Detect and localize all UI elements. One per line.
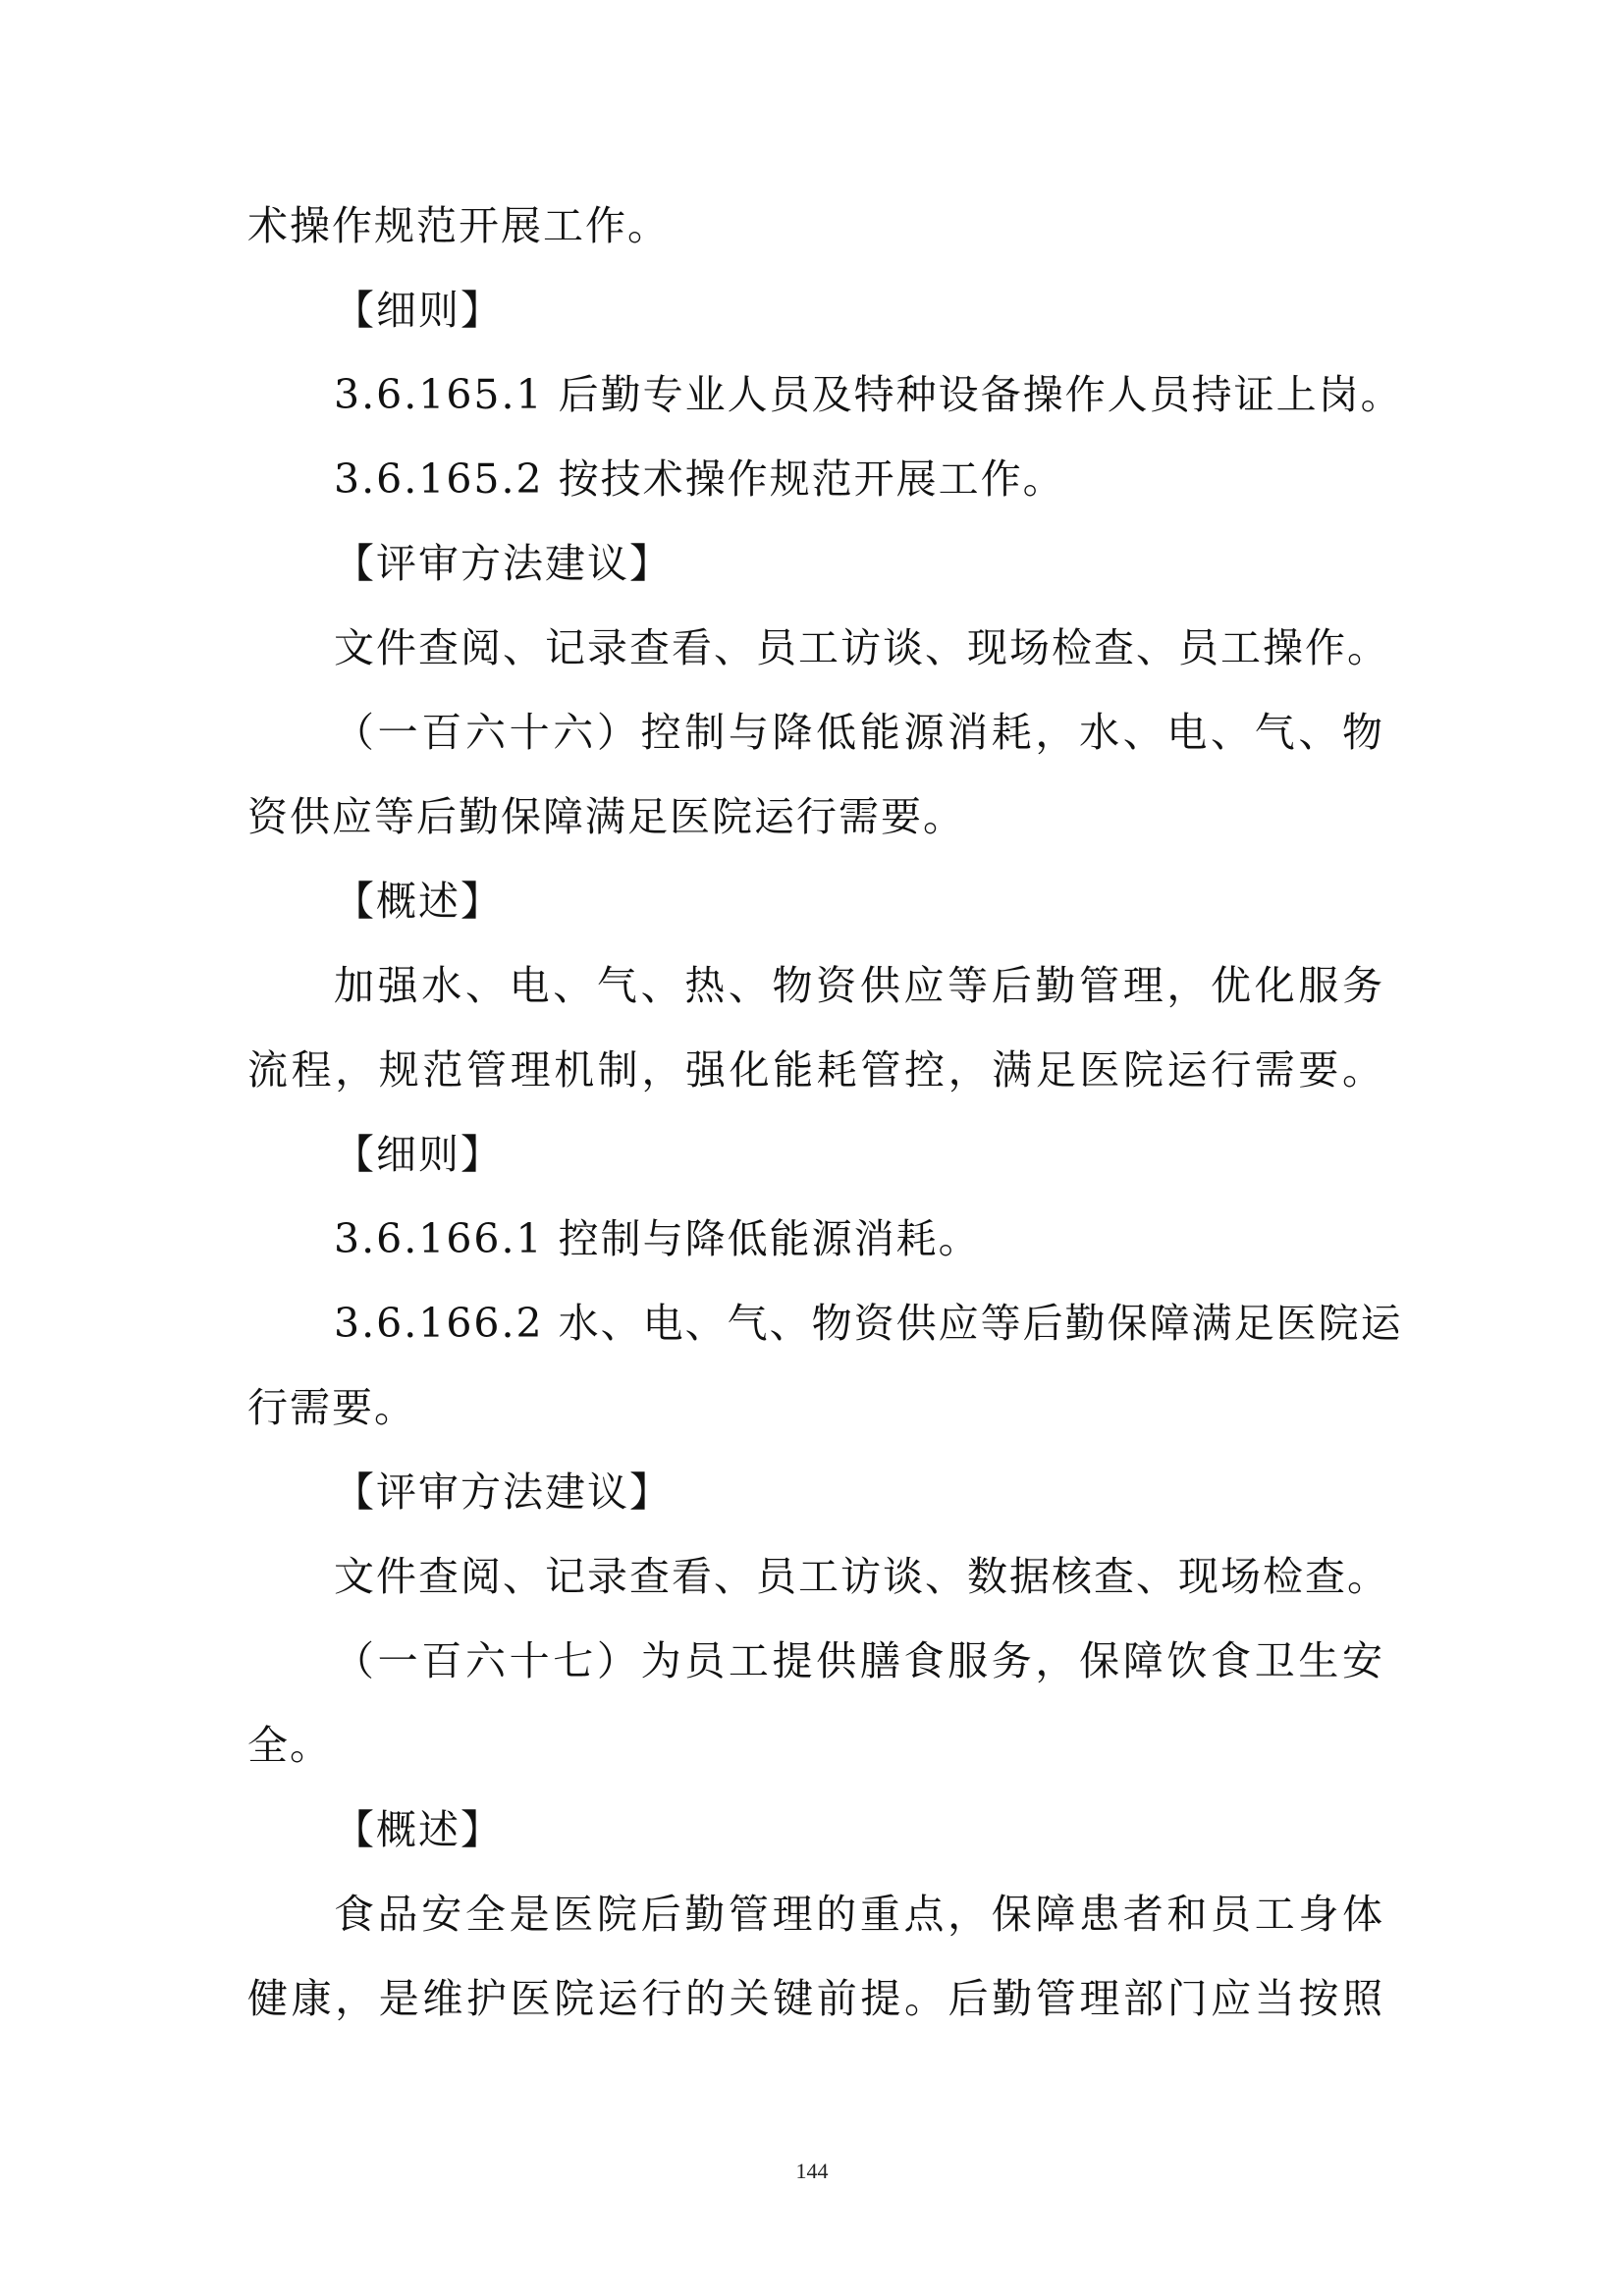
clause-166-title-line-2: 资供应等后勤保障满足医院运行需要。 — [247, 793, 965, 840]
section-heading-rules: 【细则】 — [334, 287, 503, 334]
rule-item-3-6-165-2: 3.6.165.2 按技术操作规范开展工作。 — [334, 455, 1065, 503]
paragraph-line-1: 术操作规范开展工作。 — [247, 202, 670, 249]
rule-item-3-6-166-1: 3.6.166.1 控制与降低能源消耗。 — [334, 1215, 981, 1262]
review-method-text: 文件查阅、记录查看、员工访谈、数据核查、现场检查。 — [334, 1553, 1389, 1600]
rule-item-3-6-166-2-line-1: 3.6.166.2 水、电、气、物资供应等后勤保障满足医院运 — [334, 1300, 1403, 1347]
section-heading-overview: 【概述】 — [334, 1806, 503, 1853]
section-heading-review-method: 【评审方法建议】 — [334, 1468, 672, 1516]
overview-text-line-2: 流程，规范管理机制，强化能耗管控，满足医院运行需要。 — [247, 1046, 1384, 1094]
section-heading-review-method: 【评审方法建议】 — [334, 540, 672, 587]
overview-text-line-2: 健康，是维护医院运行的关键前提。后勤管理部门应当按照 — [247, 1975, 1384, 2022]
overview-text-line-1: 加强水、电、气、热、物资供应等后勤管理，优化服务 — [334, 962, 1384, 1009]
section-heading-overview: 【概述】 — [334, 878, 503, 925]
page-number: 144 — [795, 2159, 829, 2183]
clause-166-title-line-1: （一百六十六）控制与降低能源消耗，水、电、气、物 — [334, 709, 1384, 756]
rule-item-3-6-165-1: 3.6.165.1 后勤专业人员及特种设备操作人员持证上岗。 — [334, 371, 1403, 418]
section-heading-rules: 【细则】 — [334, 1131, 503, 1178]
review-method-text: 文件查阅、记录查看、员工访谈、现场检查、员工操作。 — [334, 624, 1389, 671]
rule-item-3-6-166-2-line-2: 行需要。 — [247, 1384, 416, 1431]
clause-167-title-line-1: （一百六十七）为员工提供膳食服务，保障饮食卫生安 — [334, 1637, 1384, 1684]
clause-167-title-line-2: 全。 — [247, 1722, 332, 1769]
overview-text-line-1: 食品安全是医院后勤管理的重点，保障患者和员工身体 — [334, 1891, 1384, 1938]
